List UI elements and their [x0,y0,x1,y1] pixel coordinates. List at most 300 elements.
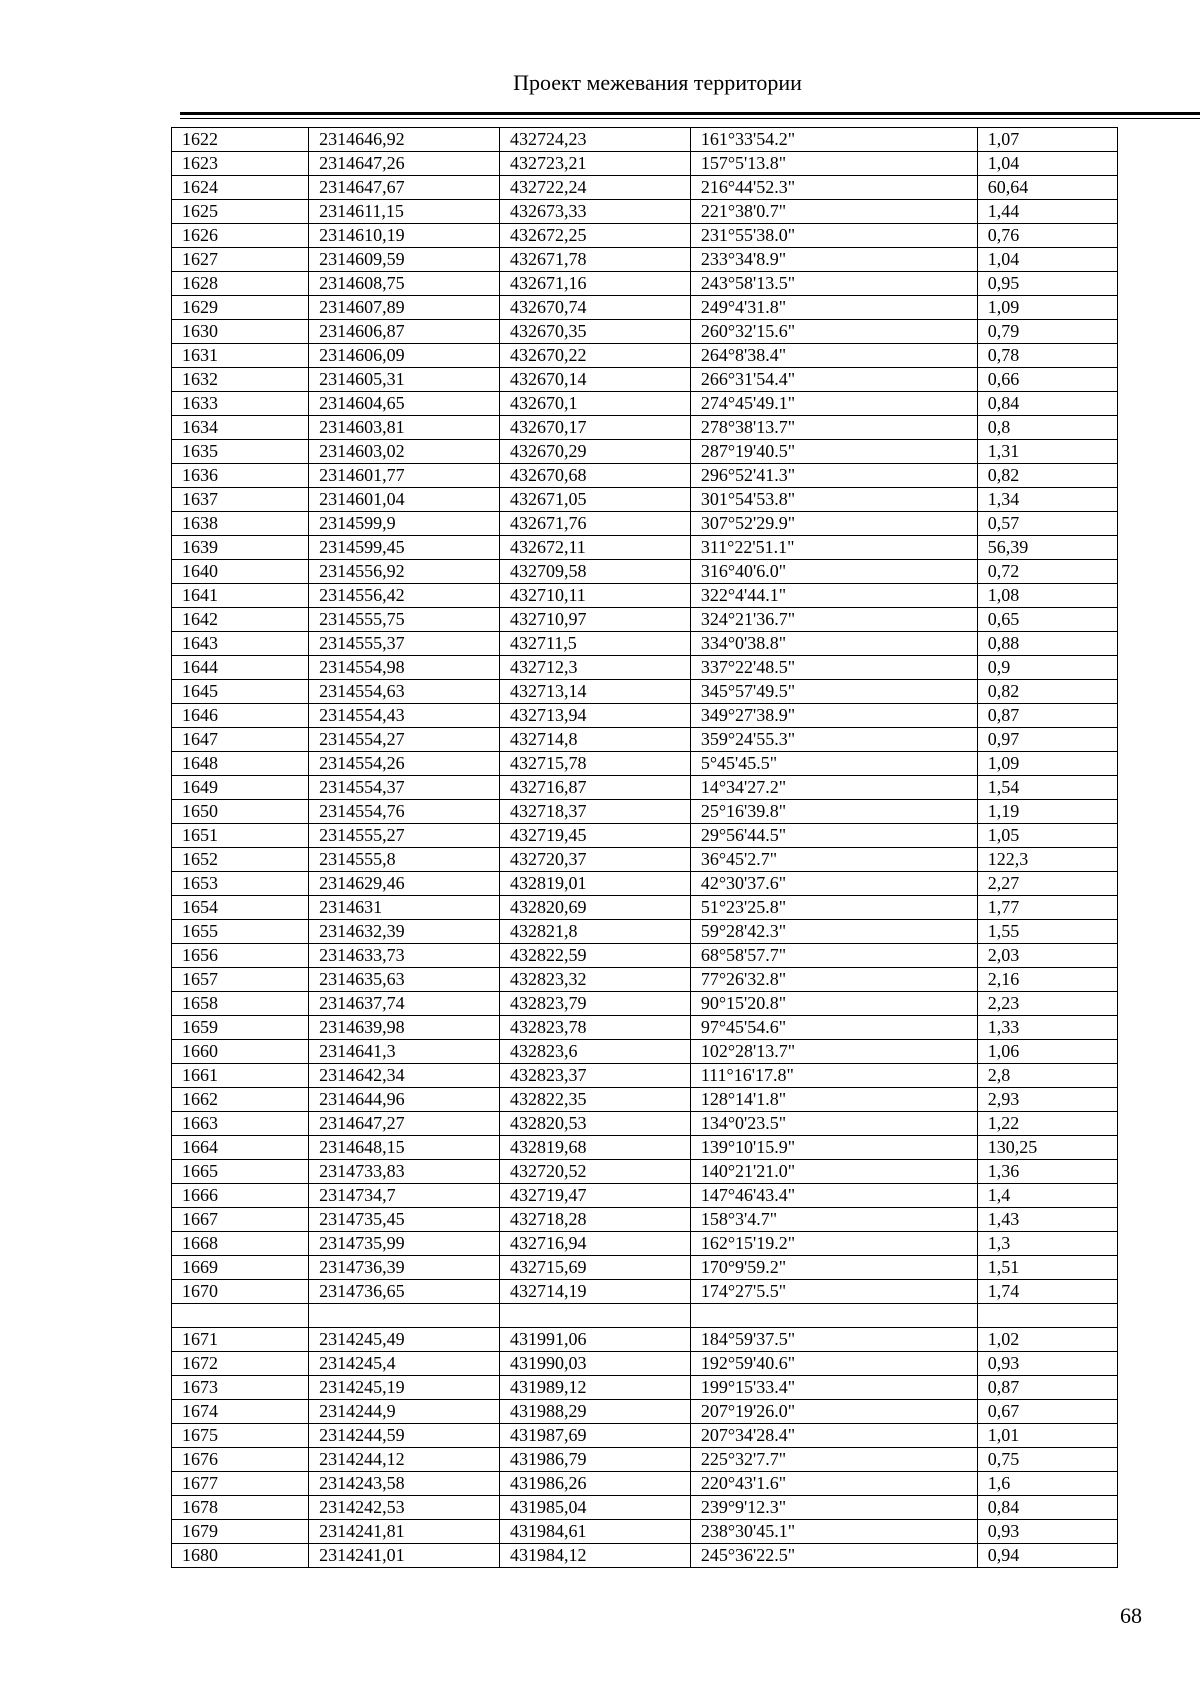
point-number-cell: 1627 [172,248,309,272]
table-row [172,296,1118,320]
point-number-cell: 1678 [172,1496,309,1520]
direction-angle-cell: 245°36'22.5" [690,1544,977,1568]
direction-angle-cell: 316°40'6.0" [690,560,977,584]
direction-angle-cell: 349°27'38.9" [690,704,977,728]
table-row [172,1448,1118,1472]
coordinates-table [171,127,1118,1568]
table-row [172,1424,1118,1448]
x-coordinate-cell: 2314599,45 [309,536,500,560]
table-row [172,152,1118,176]
direction-angle-cell: 14°34'27.2" [690,776,977,800]
length-cell: 1,06 [977,1040,1117,1064]
length-cell: 0,87 [977,1376,1117,1400]
x-coordinate-cell: 2314610,19 [309,224,500,248]
table-row [172,752,1118,776]
point-number-cell: 1641 [172,584,309,608]
length-cell: 1,04 [977,152,1117,176]
direction-angle-cell: 42°30'37.6" [690,872,977,896]
y-coordinate-cell: 432719,45 [499,824,690,848]
table-row [172,776,1118,800]
length-cell: 0,87 [977,704,1117,728]
point-number-cell: 1644 [172,656,309,680]
direction-angle-cell: 97°45'54.6" [690,1016,977,1040]
y-coordinate-cell: 432718,37 [499,800,690,824]
x-coordinate-cell: 2314554,37 [309,776,500,800]
point-number-cell: 1671 [172,1328,309,1352]
length-cell: 0,66 [977,368,1117,392]
table-row [172,872,1118,896]
y-coordinate-cell: 432719,47 [499,1184,690,1208]
direction-angle-cell: 249°4'31.8" [690,296,977,320]
table-row [172,944,1118,968]
y-coordinate-cell: 432819,01 [499,872,690,896]
point-number-cell: 1649 [172,776,309,800]
direction-angle-cell: 260°32'15.6" [690,320,977,344]
length-cell: 1,02 [977,1328,1117,1352]
table-row [172,1520,1118,1544]
y-coordinate-cell: 432716,87 [499,776,690,800]
table-row [172,1496,1118,1520]
table-row [172,464,1118,488]
direction-angle-cell: 157°5'13.8" [690,152,977,176]
direction-angle-cell: 192°59'40.6" [690,1352,977,1376]
x-coordinate-cell: 2314601,77 [309,464,500,488]
point-number-cell: 1640 [172,560,309,584]
y-coordinate-cell: 432712,3 [499,656,690,680]
x-coordinate-cell: 2314245,4 [309,1352,500,1376]
x-coordinate-cell: 2314244,9 [309,1400,500,1424]
y-coordinate-cell: 432823,32 [499,968,690,992]
length-cell: 1,09 [977,296,1117,320]
length-cell: 1,07 [977,128,1117,152]
direction-angle-cell [690,1304,977,1328]
point-number-cell: 1679 [172,1520,309,1544]
point-number-cell: 1638 [172,512,309,536]
y-coordinate-cell: 432715,78 [499,752,690,776]
point-number-cell: 1674 [172,1400,309,1424]
point-number-cell: 1634 [172,416,309,440]
x-coordinate-cell: 2314241,01 [309,1544,500,1568]
point-number-cell: 1643 [172,632,309,656]
table-row [172,1544,1118,1568]
y-coordinate-cell: 431988,29 [499,1400,690,1424]
direction-angle-cell: 266°31'54.4" [690,368,977,392]
length-cell: 1,44 [977,200,1117,224]
length-cell: 1,77 [977,896,1117,920]
length-cell [977,1304,1117,1328]
point-number-cell: 1665 [172,1160,309,1184]
point-number-cell: 1672 [172,1352,309,1376]
y-coordinate-cell: 432823,79 [499,992,690,1016]
length-cell: 1,51 [977,1256,1117,1280]
point-number-cell: 1632 [172,368,309,392]
coordinates-table-body [172,128,1118,1568]
direction-angle-cell: 296°52'41.3" [690,464,977,488]
y-coordinate-cell: 432710,11 [499,584,690,608]
length-cell: 0,72 [977,560,1117,584]
table-row [172,968,1118,992]
direction-angle-cell: 287°19'40.5" [690,440,977,464]
y-coordinate-cell: 432718,28 [499,1208,690,1232]
point-number-cell: 1642 [172,608,309,632]
table-row [172,1232,1118,1256]
point-number-cell: 1673 [172,1376,309,1400]
table-row [172,632,1118,656]
point-number-cell: 1645 [172,680,309,704]
direction-angle-cell: 359°24'55.3" [690,728,977,752]
direction-angle-cell: 334°0'38.8" [690,632,977,656]
y-coordinate-cell: 432673,33 [499,200,690,224]
y-coordinate-cell: 432670,22 [499,344,690,368]
y-coordinate-cell: 431991,06 [499,1328,690,1352]
y-coordinate-cell: 432714,19 [499,1280,690,1304]
length-cell: 0,57 [977,512,1117,536]
table-row [172,824,1118,848]
length-cell: 0,67 [977,1400,1117,1424]
table-row [172,1136,1118,1160]
x-coordinate-cell: 2314604,65 [309,392,500,416]
length-cell: 0,95 [977,272,1117,296]
y-coordinate-cell: 432671,76 [499,512,690,536]
table-row [172,536,1118,560]
x-coordinate-cell: 2314555,75 [309,608,500,632]
x-coordinate-cell: 2314648,15 [309,1136,500,1160]
table-row [172,920,1118,944]
y-coordinate-cell: 432821,8 [499,920,690,944]
direction-angle-cell: 25°16'39.8" [690,800,977,824]
x-coordinate-cell: 2314555,37 [309,632,500,656]
direction-angle-cell: 68°58'57.7" [690,944,977,968]
point-number-cell: 1661 [172,1064,309,1088]
x-coordinate-cell: 2314641,3 [309,1040,500,1064]
table-row [172,440,1118,464]
x-coordinate-cell: 2314605,31 [309,368,500,392]
direction-angle-cell: 233°34'8.9" [690,248,977,272]
direction-angle-cell: 140°21'21.0" [690,1160,977,1184]
table-row [172,680,1118,704]
point-number-cell: 1647 [172,728,309,752]
x-coordinate-cell: 2314736,65 [309,1280,500,1304]
point-number-cell: 1668 [172,1232,309,1256]
y-coordinate-cell: 432709,58 [499,560,690,584]
direction-angle-cell: 207°34'28.4" [690,1424,977,1448]
y-coordinate-cell: 431984,61 [499,1520,690,1544]
point-number-cell: 1636 [172,464,309,488]
length-cell: 1,6 [977,1472,1117,1496]
table-row [172,272,1118,296]
table-row [172,488,1118,512]
x-coordinate-cell: 2314554,98 [309,656,500,680]
direction-angle-cell: 216°44'52.3" [690,176,977,200]
table-row [172,1256,1118,1280]
x-coordinate-cell: 2314637,74 [309,992,500,1016]
table-row [172,224,1118,248]
y-coordinate-cell: 432715,69 [499,1256,690,1280]
table-row [172,656,1118,680]
direction-angle-cell: 307°52'29.9" [690,512,977,536]
x-coordinate-cell: 2314608,75 [309,272,500,296]
length-cell: 1,36 [977,1160,1117,1184]
length-cell: 0,82 [977,464,1117,488]
y-coordinate-cell: 432822,59 [499,944,690,968]
x-coordinate-cell: 2314601,04 [309,488,500,512]
x-coordinate-cell: 2314646,92 [309,128,500,152]
direction-angle-cell: 170°9'59.2" [690,1256,977,1280]
table-row [172,1088,1118,1112]
point-number-cell: 1652 [172,848,309,872]
direction-angle-cell: 207°19'26.0" [690,1400,977,1424]
x-coordinate-cell: 2314647,26 [309,152,500,176]
point-number-cell: 1658 [172,992,309,1016]
y-coordinate-cell: 431986,26 [499,1472,690,1496]
length-cell: 1,4 [977,1184,1117,1208]
y-coordinate-cell: 432720,37 [499,848,690,872]
y-coordinate-cell: 432822,35 [499,1088,690,1112]
table-row [172,896,1118,920]
x-coordinate-cell: 2314603,81 [309,416,500,440]
point-number-cell: 1659 [172,1016,309,1040]
point-number-cell: 1663 [172,1112,309,1136]
length-cell: 122,3 [977,848,1117,872]
length-cell: 0,84 [977,392,1117,416]
x-coordinate-cell: 2314554,26 [309,752,500,776]
x-coordinate-cell: 2314734,7 [309,1184,500,1208]
point-number-cell: 1656 [172,944,309,968]
point-number-cell: 1648 [172,752,309,776]
y-coordinate-cell: 432722,24 [499,176,690,200]
direction-angle-cell: 345°57'49.5" [690,680,977,704]
table-row [172,560,1118,584]
direction-angle-cell: 311°22'51.1" [690,536,977,560]
direction-angle-cell: 102°28'13.7" [690,1040,977,1064]
x-coordinate-cell: 2314644,96 [309,1088,500,1112]
direction-angle-cell: 324°21'36.7" [690,608,977,632]
table-row [172,1160,1118,1184]
y-coordinate-cell: 432670,1 [499,392,690,416]
point-number-cell: 1622 [172,128,309,152]
y-coordinate-cell: 431985,04 [499,1496,690,1520]
direction-angle-cell: 199°15'33.4" [690,1376,977,1400]
length-cell: 2,23 [977,992,1117,1016]
point-number-cell: 1651 [172,824,309,848]
length-cell: 0,78 [977,344,1117,368]
direction-angle-cell: 134°0'23.5" [690,1112,977,1136]
direction-angle-cell: 264°8'38.4" [690,344,977,368]
x-coordinate-cell: 2314606,09 [309,344,500,368]
length-cell: 1,19 [977,800,1117,824]
y-coordinate-cell: 432670,68 [499,464,690,488]
point-number-cell: 1639 [172,536,309,560]
y-coordinate-cell: 432819,68 [499,1136,690,1160]
header-rule-thin [180,118,1200,119]
table-row [172,1304,1118,1328]
y-coordinate-cell: 432714,8 [499,728,690,752]
length-cell: 2,8 [977,1064,1117,1088]
table-row [172,176,1118,200]
x-coordinate-cell [309,1304,500,1328]
x-coordinate-cell: 2314603,02 [309,440,500,464]
x-coordinate-cell: 2314633,73 [309,944,500,968]
length-cell: 1,05 [977,824,1117,848]
y-coordinate-cell: 432671,78 [499,248,690,272]
length-cell: 0,75 [977,1448,1117,1472]
direction-angle-cell: 128°14'1.8" [690,1088,977,1112]
point-number-cell: 1677 [172,1472,309,1496]
length-cell: 0,8 [977,416,1117,440]
length-cell: 2,27 [977,872,1117,896]
x-coordinate-cell: 2314556,42 [309,584,500,608]
y-coordinate-cell: 432672,11 [499,536,690,560]
length-cell: 0,93 [977,1520,1117,1544]
length-cell: 0,82 [977,680,1117,704]
x-coordinate-cell: 2314733,83 [309,1160,500,1184]
table-row [172,800,1118,824]
point-number-cell: 1646 [172,704,309,728]
direction-angle-cell: 90°15'20.8" [690,992,977,1016]
y-coordinate-cell: 432710,97 [499,608,690,632]
table-row [172,344,1118,368]
y-coordinate-cell: 432723,21 [499,152,690,176]
length-cell: 0,9 [977,656,1117,680]
length-cell: 0,88 [977,632,1117,656]
table-row [172,1016,1118,1040]
x-coordinate-cell: 2314647,27 [309,1112,500,1136]
point-number-cell: 1624 [172,176,309,200]
y-coordinate-cell: 432823,6 [499,1040,690,1064]
y-coordinate-cell: 431987,69 [499,1424,690,1448]
x-coordinate-cell: 2314244,59 [309,1424,500,1448]
header-rule-thick [180,112,1200,115]
length-cell: 1,31 [977,440,1117,464]
length-cell: 1,08 [977,584,1117,608]
table-row [172,608,1118,632]
table-row [172,128,1118,152]
length-cell: 1,09 [977,752,1117,776]
x-coordinate-cell: 2314554,63 [309,680,500,704]
y-coordinate-cell: 432670,14 [499,368,690,392]
direction-angle-cell: 36°45'2.7" [690,848,977,872]
length-cell: 1,22 [977,1112,1117,1136]
table-row [172,728,1118,752]
table-row [172,200,1118,224]
table-row [172,1184,1118,1208]
length-cell: 1,34 [977,488,1117,512]
table-row [172,392,1118,416]
length-cell: 2,93 [977,1088,1117,1112]
point-number-cell: 1629 [172,296,309,320]
y-coordinate-cell: 431984,12 [499,1544,690,1568]
point-number-cell: 1654 [172,896,309,920]
x-coordinate-cell: 2314554,43 [309,704,500,728]
x-coordinate-cell: 2314242,53 [309,1496,500,1520]
direction-angle-cell: 274°45'49.1" [690,392,977,416]
table-row [172,1280,1118,1304]
x-coordinate-cell: 2314639,98 [309,1016,500,1040]
table-row [172,1040,1118,1064]
direction-angle-cell: 147°46'43.4" [690,1184,977,1208]
y-coordinate-cell: 432713,94 [499,704,690,728]
length-cell: 0,79 [977,320,1117,344]
x-coordinate-cell: 2314736,39 [309,1256,500,1280]
point-number-cell: 1657 [172,968,309,992]
y-coordinate-cell: 432670,74 [499,296,690,320]
direction-angle-cell: 337°22'48.5" [690,656,977,680]
point-number-cell: 1667 [172,1208,309,1232]
x-coordinate-cell: 2314556,92 [309,560,500,584]
direction-angle-cell: 239°9'12.3" [690,1496,977,1520]
x-coordinate-cell: 2314606,87 [309,320,500,344]
direction-angle-cell: 243°58'13.5" [690,272,977,296]
point-number-cell: 1623 [172,152,309,176]
y-coordinate-cell: 432820,69 [499,896,690,920]
direction-angle-cell: 77°26'32.8" [690,968,977,992]
direction-angle-cell: 29°56'44.5" [690,824,977,848]
x-coordinate-cell: 2314607,89 [309,296,500,320]
page-number: 68 [1120,1603,1142,1628]
x-coordinate-cell: 2314245,49 [309,1328,500,1352]
point-number-cell: 1655 [172,920,309,944]
length-cell: 2,16 [977,968,1117,992]
point-number-cell: 1626 [172,224,309,248]
table-row [172,1400,1118,1424]
table-row [172,1376,1118,1400]
point-number-cell: 1633 [172,392,309,416]
length-cell: 0,97 [977,728,1117,752]
page-header-title: Проект межевания территории [513,70,802,95]
length-cell: 0,76 [977,224,1117,248]
x-coordinate-cell: 2314554,27 [309,728,500,752]
table-row [172,848,1118,872]
direction-angle-cell: 220°43'1.6" [690,1472,977,1496]
point-number-cell: 1660 [172,1040,309,1064]
point-number-cell [172,1304,309,1328]
length-cell: 2,03 [977,944,1117,968]
y-coordinate-cell: 432720,52 [499,1160,690,1184]
x-coordinate-cell: 2314554,76 [309,800,500,824]
table-row [172,320,1118,344]
point-number-cell: 1631 [172,344,309,368]
y-coordinate-cell: 432823,78 [499,1016,690,1040]
point-number-cell: 1662 [172,1088,309,1112]
table-row [172,248,1118,272]
length-cell: 1,74 [977,1280,1117,1304]
y-coordinate-cell: 432823,37 [499,1064,690,1088]
point-number-cell: 1666 [172,1184,309,1208]
table-row [172,1352,1118,1376]
y-coordinate-cell: 432670,17 [499,416,690,440]
table-row [172,368,1118,392]
y-coordinate-cell: 432670,35 [499,320,690,344]
x-coordinate-cell: 2314642,34 [309,1064,500,1088]
y-coordinate-cell: 432820,53 [499,1112,690,1136]
x-coordinate-cell: 2314611,15 [309,200,500,224]
point-number-cell: 1650 [172,800,309,824]
y-coordinate-cell: 432724,23 [499,128,690,152]
point-number-cell: 1628 [172,272,309,296]
x-coordinate-cell: 2314647,67 [309,176,500,200]
point-number-cell: 1625 [172,200,309,224]
length-cell: 1,43 [977,1208,1117,1232]
direction-angle-cell: 322°4'44.1" [690,584,977,608]
length-cell: 0,94 [977,1544,1117,1568]
point-number-cell: 1637 [172,488,309,512]
length-cell: 0,65 [977,608,1117,632]
x-coordinate-cell: 2314555,8 [309,848,500,872]
table-row [172,416,1118,440]
point-number-cell: 1630 [172,320,309,344]
direction-angle-cell: 158°3'4.7" [690,1208,977,1232]
x-coordinate-cell: 2314635,63 [309,968,500,992]
